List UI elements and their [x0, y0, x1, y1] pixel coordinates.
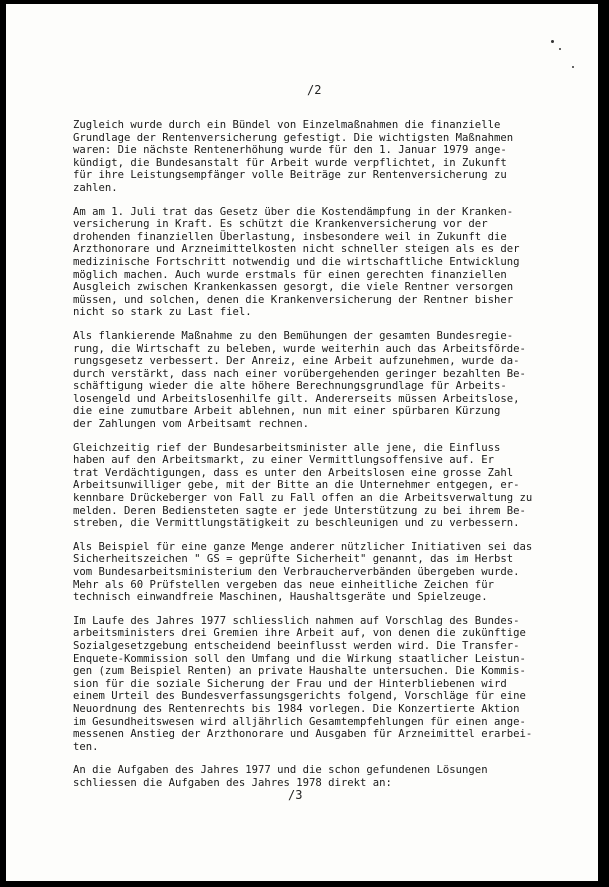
paragraph — [73, 119, 593, 195]
scan-speck — [559, 48, 561, 50]
paragraph — [73, 541, 593, 604]
text-line: für ihre Leistungsempfänger volle Beiträge zur Rentenversicherung zu — [73, 169, 507, 182]
text-line: rungsgesetz verbessert. Der Anreiz, eine Arbeit aufzunehmen, wurde da- — [73, 355, 520, 368]
text-line: möglich machen. Auch wurde erstmals für einen gerechten finanziellen — [73, 268, 507, 281]
text-line: versicherung in Kraft. Es schützt die Krankenversicherung vor der — [73, 218, 488, 231]
text-line: zahlen. — [73, 181, 118, 194]
text-line: der Zahlungen vom Arbeitsamt rechnen. — [73, 418, 309, 431]
paragraph — [73, 764, 593, 789]
text-line: drohenden finanziellen Überlastung, insbesondere weil in Zukunft die — [73, 230, 507, 243]
page-marker-bottom: /3 — [288, 788, 303, 802]
text-line: einem Urteil des Bundesverfassungsgerichts folgend, Vorschläge für eine — [73, 690, 526, 703]
text-line: Grundlage der Rentenversicherung gefestigt. Die wichtigsten Maßnahmen — [73, 131, 514, 144]
text-line: schliessen die Aufgaben des Jahres 1978 direkt an: — [73, 776, 392, 789]
text-line: müssen, und solchen, denen die Krankenversicherung der Rentner bisher — [73, 293, 514, 306]
text-line: im Gesundheitswesen wird alljährlich Gesamtempfehlungen für einen ange- — [73, 715, 526, 728]
text-line: kündigt, die Bundesanstalt für Arbeit wurde verpflichtet, in Zukunft — [73, 156, 507, 169]
text-line: medizinische Fortschritt notwendig und die wirtschaftliche Entwicklung — [73, 255, 520, 268]
text-line: Als Beispiel für eine ganze Menge anderer nützlicher Initiativen sei das — [73, 540, 533, 553]
text-line: losengeld und Arbeitslosenhilfe gilt. Andererseits müssen Arbeitslose, — [73, 392, 520, 405]
scan-speck — [572, 66, 574, 68]
text-line: technisch einwandfreie Maschinen, Haushaltsgeräte und Spielzeuge. — [73, 591, 488, 604]
text-line: arbeitsministers drei Gremien ihre Arbeit auf, von denen die zukünftige — [73, 627, 526, 640]
text-line: messenen Anstieg der Arzthonorare und Ausgaben für Arzneimittel erarbei- — [73, 728, 533, 741]
text-line: sion für die soziale Sicherung der Frau und der Hinterbliebenen wird — [73, 677, 507, 690]
text-line: waren: Die nächste Rentenerhöhung wurde für den 1. Januar 1979 ange- — [73, 144, 507, 157]
text-line: Ausgleich zwischen Krankenkassen gesorgt, die viele Rentner versorgen — [73, 281, 514, 294]
text-line: die eine zumutbare Arbeit ablehnen, nun mit einer spürbaren Kürzung — [73, 405, 501, 418]
paragraph — [73, 206, 593, 319]
text-line: Enquete-Kommission soll den Umfang und die Wirkung staatlicher Leistun- — [73, 652, 526, 665]
text-line: Im Laufe des Jahres 1977 schliesslich nahmen auf Vorschlag des Bundes- — [73, 614, 520, 627]
text-line: vom Bundesarbeitsministerium den Verbraucherverbänden übergeben wurde. — [73, 566, 520, 578]
text-line: kennbare Drückeberger von Fall zu Fall offen an die Arbeitsverwaltung zu — [73, 492, 533, 505]
text-line: Gleichzeitig rief der Bundesarbeitsminister alle jene, die Einfluss — [73, 441, 501, 454]
page-marker-top: /2 — [307, 83, 322, 97]
text-line: nicht so stark zu Last fiel. — [73, 306, 252, 319]
text-line: Sicherheitszeichen " GS = geprüfte Sicherheit" genannt, das im Herbst — [73, 553, 514, 566]
document-page — [6, 4, 598, 881]
text-line: Zugleich wurde durch ein Bündel von Einzelmaßnahmen die finanzielle — [73, 119, 501, 131]
text-line: trat Verdächtigungen, dass es unter den Arbeitslosen eine grosse Zahl — [73, 466, 514, 479]
paragraph — [73, 615, 593, 754]
text-line: Als flankierende Maßnahme zu den Bemühungen der gesamten Bundesregie- — [73, 329, 514, 342]
text-line: Sozialgesetzgebung entscheidend beeinflusst werden wird. Die Transfer- — [73, 639, 520, 652]
paragraph — [73, 330, 593, 431]
text-line: Arbeitsunwilliger gebe, mit der Bitte an die Unternehmer entgegen, er- — [73, 479, 520, 492]
text-line: haben auf den Arbeitsmarkt, zu einer Vermittlungsoffensive auf. Er — [73, 454, 494, 467]
text-line: schäftigung wieder die alte höhere Berechnungsgrundlage für Arbeits- — [73, 380, 507, 393]
text-line: rung, die Wirtschaft zu beleben, wurde weiterhin auch das Arbeitsförde- — [73, 342, 526, 355]
text-line: An die Aufgaben des Jahres 1977 und die schon gefundenen Lösungen — [73, 764, 488, 777]
scan-speck — [551, 40, 554, 43]
text-line: streben, die Vermittlungstätigkeit zu beschleunigen und zu verbessern. — [73, 517, 520, 530]
text-line: ten. — [73, 740, 99, 753]
text-line: Arzthonorare und Arzneimittelkosten nicht schneller steigen als es der — [73, 243, 520, 256]
text-line: Am am 1. Juli trat das Gesetz über die Kostendämpfung in der Kranken- — [73, 205, 514, 218]
text-line: gen (zum Beispiel Renten) an private Haushalte untersuchen. Die Kommis- — [73, 665, 526, 678]
text-line: Mehr als 60 Prüfstellen vergeben das neue einheitliche Zeichen für — [73, 578, 494, 591]
text-line: Neuordnung des Rentenrechts bis 1984 vorlegen. Die Konzertierte Aktion — [73, 702, 520, 715]
paragraph — [73, 442, 593, 530]
text-line: melden. Deren Bediensteten sagte er jede Unterstützung zu bei ihrem Be- — [73, 504, 526, 517]
document-body — [73, 119, 593, 801]
text-line: durch verstärkt, dass nach einer vorübergehenden geringer bezahlten Be- — [73, 367, 526, 380]
